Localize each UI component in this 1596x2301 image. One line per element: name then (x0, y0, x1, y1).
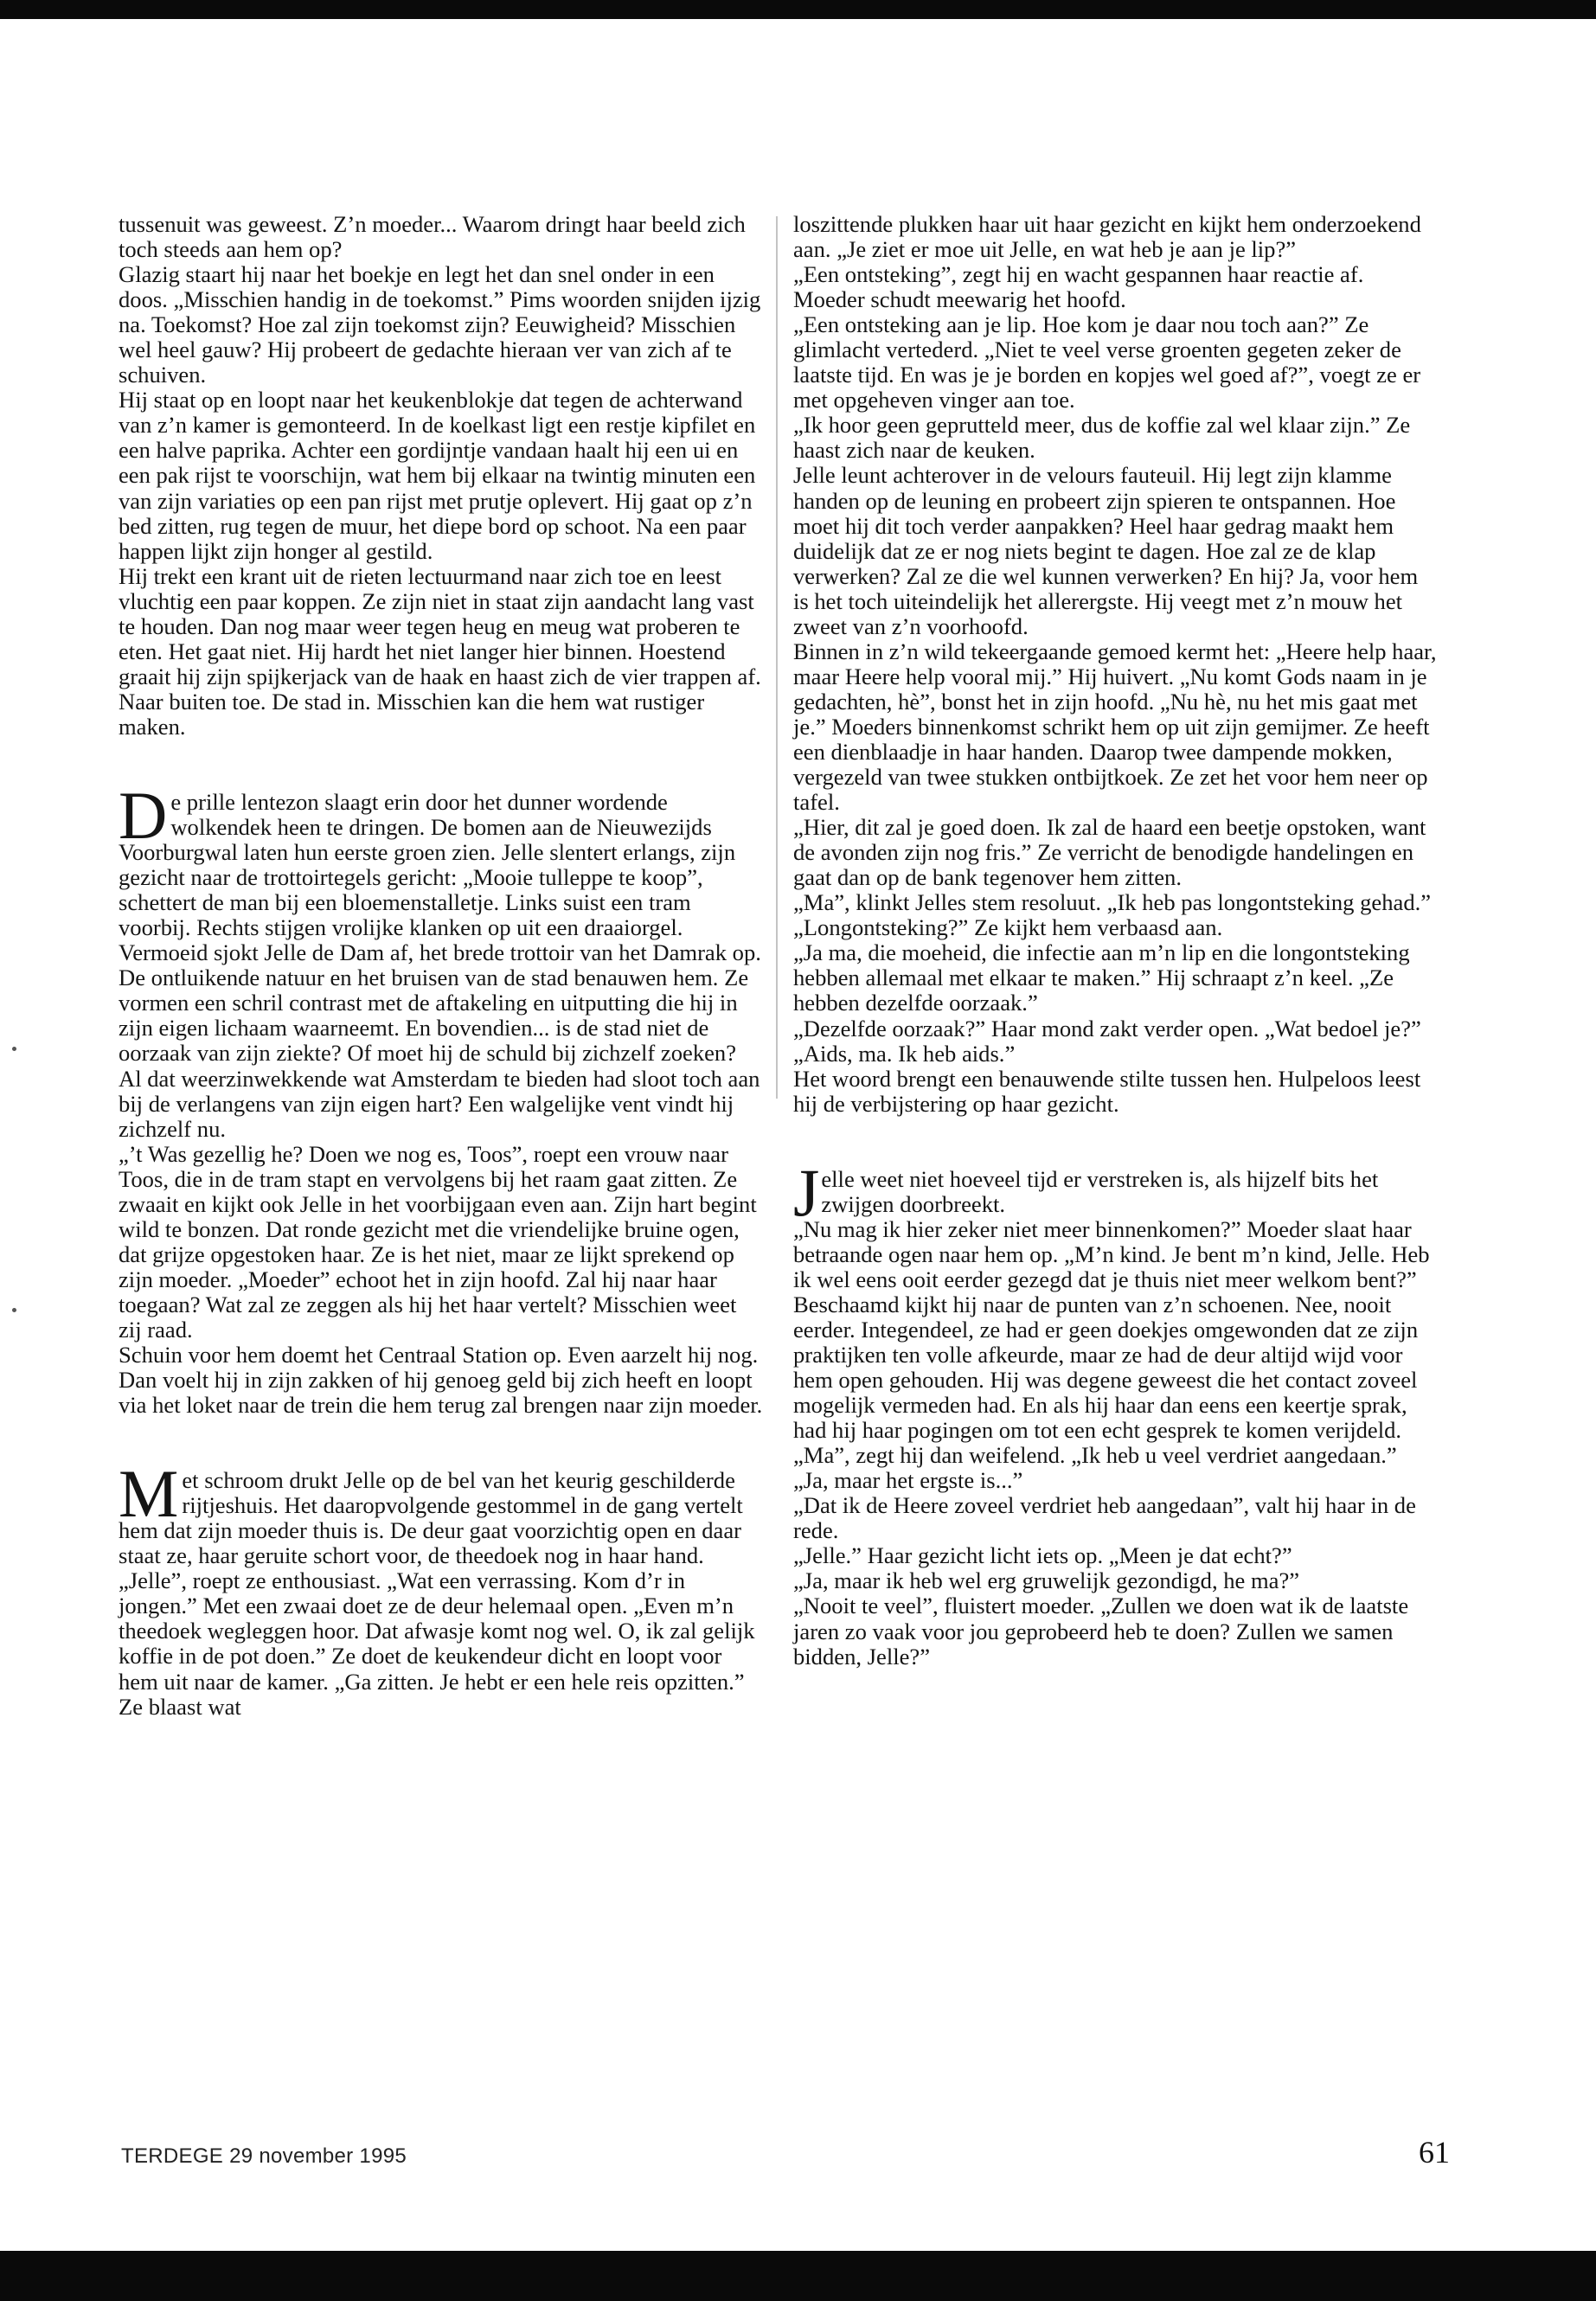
paragraph: Schuin voor hem doemt het Centraal Station op. Even aarzelt hij nog. Dan voelt hij in zijn zakken of hij genoeg geld bij zich heeft en loopt via het loket naar de trein die hem terug zal brengen naar zijn moeder. (119, 1342, 763, 1419)
paragraph: „Dezelfde oorzaak?” Haar mond zakt verder open. „Wat bedoel je?” (793, 1015, 1421, 1042)
drop-cap: J (793, 1154, 820, 1230)
section-m-opening (119, 1456, 763, 1720)
paragraph: „Ja, maar het ergste is...” (793, 1467, 1023, 1494)
paragraph: „Ma”, klinkt Jelles stem resoluut. „Ik heb pas longontsteking gehad.” (793, 889, 1432, 916)
paragraph: De ontluikende natuur en het bruisen van de stad benauwen hem. Ze vormen een schril contrast met de aftakeling en uitputting die hij in zijn eigen lichaam waarneemt. En bovendien... is de stad niet de oorzaak van zijn ziekte? Of moet hij de schuld bij zichzelf zoeken? Al dat weerzinwekkende wat Amsterdam te bieden had sloot toch aan bij de verlangens van zijn eigen hart? Een walgelijke vent vindt hij zichzelf nu. (119, 965, 760, 1142)
paragraph-text: elle weet niet hoeveel tijd er verstreken is, als hijzelf bits het zwijgen doorbreekt. (821, 1165, 1379, 1217)
paragraph: „Ma”, zegt hij dan weifelend. „Ik heb u veel verdriet aangedaan.” (793, 1442, 1397, 1469)
paragraph: „Ja, maar ik heb wel erg gruwelijk gezondigd, he ma?” (793, 1567, 1300, 1594)
right-column (793, 212, 1438, 1670)
paragraph: „Ik hoor geen geprutteld meer, dus de koffie zal wel klaar zijn.” Ze haast zich naar de keuken. (793, 412, 1411, 464)
column-divider (776, 216, 778, 1099)
paragraph: Beschaamd kijkt hij naar de punten van z’n schoenen. Nee, nooit eerder. Integendeel, ze had er geen doekjes omgewonden dat ze zijn praktijken ten volle afkeurde, maar ze had de deur altijd wijd voor hem open gehouden. Hij was degene geweest die het contact zoveel mogelijk vermeden had. En als hij haar dan eens een keertje sprak, had hij haar pogingen om tot een echt gesprek te komen verijdeld. (793, 1291, 1419, 1444)
paragraph: Jelle leunt achterover in de velours fauteuil. Hij legt zijn klamme handen op de leuning en probeert zijn spieren te ontspannen. Hoe moet hij dit toch verder aanpakken? Heel haar gedrag maakt hem duidelijk dat ze er nog niets begint te dagen. Hoe zal ze de klap verwerken? Zal ze die wel kunnen verwerken? En hij? Ja, voor hem is het toch uiteindelijk het allerergste. Hij veegt met z’n mouw het zweet van z’n voorhoofd. (793, 462, 1419, 639)
paragraph: Glazig staart hij naar het boekje en legt het dan snel onder in een doos. „Misschien handig in de toekomst.” Pims woorden snijden ijzig na. Toekomst? Hoe zal zijn toekomst zijn? Eeuwigheid? Misschien wel heel gauw? Hij probeert de gedachte hieraan ver van zich af te schuiven. (119, 261, 761, 388)
top-black-bar (0, 0, 1596, 19)
page-number: 61 (1419, 2135, 1450, 2170)
paragraph: „Een ontsteking”, zegt hij en wacht gespannen haar reactie af. Moeder schudt meewarig het hoofd. (793, 261, 1364, 313)
paragraph: „Nooit te veel”, fluistert moeder. „Zullen we doen wat ik de laatste jaren zo vaak voor jou geprobeerd heb te doen? Zullen we samen bidden, Jelle?” (793, 1593, 1409, 1670)
paragraph-text: et schroom drukt Jelle op de bel van het keurig geschilderde rijtjeshuis. Het daaropvolgende gestommel in de gang vertelt hem dat zijn moeder thuis is. De deur gaat voorzichtig open en daar staat ze, haar geruite schort voor, de theedoek nog in haar hand. „Jelle”, roept ze enthousiast. „Wat een verrassing. Kom d’r in jongen.” Met een zwaai doet ze de deur helemaal open. „Even m’n theedoek wegleggen hoor. Dat afwasje komt nog wel. O, ik zal gelijk koffie in de pot doen.” Ze doet de keukendeur dicht en loopt voor hem uit naar de kamer. „Ga zitten. Je hebt er een hele reis opzitten.” Ze blaast wat (119, 1467, 755, 1720)
paragraph: Hij trekt een krant uit de rieten lectuurmand naar zich toe en leest vluchtig een paar koppen. Ze zijn niet in staat zijn aandacht lang vast te houden. Dan nog maar weer tegen heug en meug wat proberen te eten. Het gaat niet. Hij hardt het niet langer hier binnen. Hoestend graait hij zijn spijkerjack van de haak en haast zich de vier trappen af. Naar buiten toe. De stad in. Misschien kan die hem wat rustiger maken. (119, 562, 761, 740)
paragraph: „Nu mag ik hier zeker niet meer binnenkomen?” Moeder slaat haar betraande ogen naar hem op. „M’n kind. Je bent m’n kind, Jelle. Heb ik wel eens ooit eerder gezegd dat je thuis niet meer welkom bent?” (793, 1215, 1430, 1292)
section-d-opening (119, 777, 763, 966)
paragraph: „’t Was gezellig he? Doen we nog es, Toos”, roept een vrouw naar Toos, die in de tram stapt en vervolgens bij het raam gaat zitten. Ze zwaait en kijkt ook Jelle in het voorbijgaan even aan. Zijn hart begint wild te bonzen. Dat ronde gezicht met die vriendelijke bruine ogen, dat grijze opgestoken haar. Ze is het niet, maar ze lijkt sprekend op zijn moeder. „Moeder” echoot het in zijn hoofd. Zal hij naar haar toegaan? Wat zal ze zeggen als hij het haar vertelt? Misschien weet zij raad. (119, 1140, 757, 1343)
drop-cap: D (119, 777, 168, 853)
section-break (793, 1117, 1438, 1167)
paragraph: „Longontsteking?” Ze kijkt hem verbaasd aan. (793, 914, 1223, 941)
bottom-black-bar (0, 2251, 1596, 2301)
paragraph: „Hier, dit zal je goed doen. Ik zal de haard een beetje opstoken, want de avonden zijn nog fris.” Ze verricht de benodigde handelingen en gaat dan op de bank tegenover hem zitten. (793, 814, 1426, 891)
paragraph: „Dat ik de Heere zoveel verdriet heb aangedaan”, valt hij haar in de rede. (793, 1492, 1416, 1544)
section-break (119, 740, 763, 790)
paragraph: Binnen in z’n wild tekeergaande gemoed kermt het: „Heere help haar, maar Heere help vooral mij.” Hij huivert. „Nu komt Gods naam in je gedachten, hè”, bonst het in zijn hoofd. „Nu hè, nu het mis gaat met je.” Moeders binnenkomst schrikt hem op uit zijn gemijmer. Ze heeft een dienblaadje in haar handen. Daarop twee dampende mokken, vergezeld van twee stukken ontbijtkoek. Ze zet het voor hem neer op tafel. (793, 638, 1437, 816)
paragraph: Het woord brengt een benauwende stilte tussen hen. Hulpeloos leest hij de verbijstering op haar gezicht. (793, 1065, 1421, 1117)
drop-cap: M (119, 1456, 179, 1532)
paragraph: tussenuit was geweest. Z’n moeder... Waarom dringt haar beeld zich toch steeds aan hem op? (119, 211, 746, 263)
scan-speck (12, 1047, 16, 1051)
paragraph: „Aids, ma. Ik heb aids.” (793, 1040, 1016, 1067)
paragraph: „Een ontsteking aan je lip. Hoe kom je daar nou toch aan?” Ze glimlacht vertederd. „Niet te veel verse groenten gegeten zeker de laatste tijd. En was je je borden en kopjes wel goed af?”, voegt ze er met opgeheven vinger aan toe. (793, 311, 1421, 413)
paragraph-text: e prille lentezon slaagt erin door het dunner wordende wolkendek heen te dringen. De bomen aan de Nieuwezijds Voorburgwal laten hun eerste groen zien. Jelle slentert erlangs, zijn gezicht naar de trottoirtegels gericht: „Mooie tulleppe te koop”, schettert de man bij een bloemenstalletje. Links suist een tram voorbij. Rechts stijgen vrolijke klanken op uit een draaiorgel. Vermoeid sjokt Jelle de Dam af, het brede trottoir van het Damrak op. (119, 788, 761, 966)
scan-speck (12, 1308, 16, 1312)
paragraph: Hij staat op en loopt naar het keukenblokje dat tegen de achterwand van z’n kamer is gemonteerd. In de koelkast ligt een restje kipfilet en een halve paprika. Achter een gordijntje vandaan haalt hij een ui en een pak rijst te voorschijn, wat hem bij elkaar na twintig minuten een van zijn variaties op een pan rijst met prutje oplevert. Hij gaat op z’n bed zitten, rug tegen de muur, het diepe bord op schoot. Na een paar happen lijkt zijn honger al gestild. (119, 387, 756, 564)
footer-source: TERDEGE 29 november 1995 (121, 2144, 407, 2168)
left-column (119, 212, 763, 1720)
paragraph: loszittende plukken haar uit haar gezicht en kijkt hem onderzoekend aan. „Je ziet er moe uit Jelle, en wat heb je aan je lip?” (793, 211, 1421, 263)
paragraph: „Ja ma, die moeheid, die infectie aan m’n lip en die longontsteking hebben allemaal met elkaar te maken.” Hij schraapt z’n keel. „Ze hebben dezelfde oorzaak.” (793, 939, 1410, 1016)
section-j-opening (793, 1154, 1438, 1230)
section-break (119, 1418, 763, 1468)
paragraph: „Jelle.” Haar gezicht licht iets op. „Meen je dat echt?” (793, 1542, 1292, 1569)
